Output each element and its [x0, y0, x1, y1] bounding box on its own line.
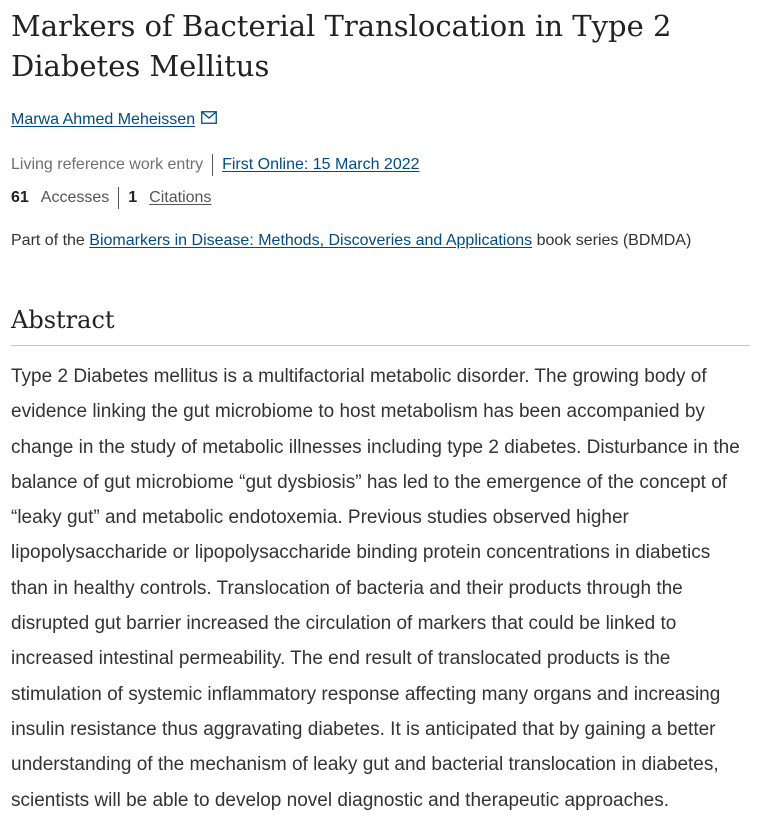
entry-type: Living reference work entry: [11, 156, 204, 173]
article-page: [11, 6, 751, 818]
accesses-label: Accesses: [40, 189, 110, 206]
metrics-divider: [118, 187, 119, 209]
section-divider: [11, 345, 750, 346]
meta-divider: [212, 154, 213, 176]
article-metrics: [11, 187, 751, 209]
first-online-link[interactable]: First Online: 15 March 2022: [222, 156, 420, 173]
abstract-heading: Abstract: [11, 306, 115, 334]
author-list: [11, 110, 751, 131]
book-series: [11, 231, 751, 251]
series-prefix: Part of the: [11, 232, 90, 249]
accesses-count: 61: [11, 189, 29, 206]
email-icon[interactable]: [201, 111, 217, 131]
author-link[interactable]: Marwa Ahmed Meheissen: [11, 111, 196, 128]
publication-meta: [11, 154, 751, 176]
series-link[interactable]: Biomarkers in Disease: Methods, Discoveries and Applications: [89, 232, 533, 249]
citations-link[interactable]: Citations: [149, 189, 212, 206]
citations-count: 1: [128, 189, 138, 206]
series-suffix: book series (BDMDA): [532, 232, 692, 249]
abstract-text: Type 2 Diabetes mellitus is a multifactorial metabolic disorder. The growing body of evidence linking the gut microbiome to host metabolism has been accompanied by change in the study of metabolic illnesses including type 2 diabetes. Disturbance in the balance of gut microbiome “gut dysbiosis” has led to the emergence of the concept of “leaky gut” and metabolic endotoxemia. Previous studies observed higher lipopolysaccharide or lipopolysaccharide binding protein concentrations in diabetics than in healthy controls. Translocation of bacteria and their products through the disrupted gut barrier increased the circulation of markers that could be linked to increased intestinal permeability. The end result of translocated products is the stimulation of systemic inflammatory response affecting many organs and increasing insulin resistance thus aggravating diabetes. It is anticipated that by gaining a better understanding of the mechanism of leaky gut and bacterial translocation in diabetes, scientists will be able to develop novel diagnostic and therapeutic approaches.: [11, 366, 740, 811]
article-title: Markers of Bacterial Translocation in Type 2 Diabetes Mellitus: [11, 9, 672, 83]
